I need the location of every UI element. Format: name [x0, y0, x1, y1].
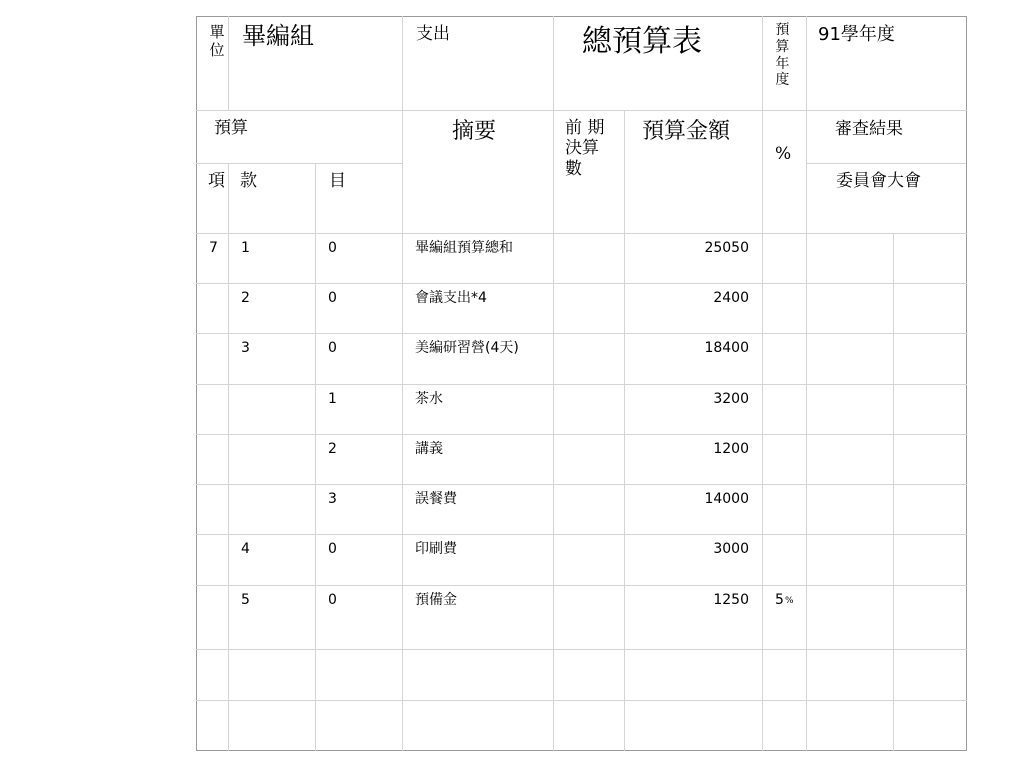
unit-label: 單位	[209, 23, 225, 59]
table-border-top	[196, 16, 967, 17]
budget-group-header: 預算	[214, 118, 248, 138]
row-summary: 誤餐費	[415, 491, 457, 507]
col-divider	[315, 163, 316, 751]
expense-type-label: 支出	[416, 24, 450, 44]
percent-column-header: %	[775, 144, 792, 164]
row-subsection: 1	[328, 391, 337, 407]
row-summary: 畢編組預算總和	[415, 240, 513, 256]
row-divider	[806, 163, 966, 164]
row-summary: 茶水	[415, 391, 443, 407]
col-divider	[228, 16, 229, 110]
col-divider	[228, 163, 229, 751]
row-divider	[196, 333, 967, 334]
row-subsection: 0	[328, 290, 337, 306]
col-divider	[553, 16, 554, 751]
row-divider	[196, 484, 967, 485]
col-divider	[624, 110, 625, 751]
committee-assembly-header: 委員會大會	[836, 171, 921, 191]
col-divider	[402, 16, 403, 751]
section-column-header: 款	[240, 171, 257, 191]
row-amount: 3200	[713, 391, 749, 407]
budget-year-value: 91學年度	[818, 24, 895, 45]
row-section: 2	[241, 290, 250, 306]
row-divider	[196, 700, 967, 701]
item-column-header: 項	[208, 171, 225, 191]
table-border-bottom	[196, 750, 967, 751]
row-section: 1	[241, 240, 250, 256]
col-divider	[806, 16, 807, 751]
row-divider	[196, 649, 967, 650]
row-amount: 14000	[704, 491, 749, 507]
row-subsection: 0	[328, 340, 337, 356]
row-divider	[196, 434, 967, 435]
unit-value: 畢編組	[242, 22, 314, 50]
row-amount: 18400	[704, 340, 749, 356]
row-section: 3	[241, 340, 250, 356]
subsection-column-header: 目	[329, 171, 346, 191]
review-result-header: 審查結果	[835, 119, 903, 139]
row-divider	[196, 585, 967, 586]
row-subsection: 0	[328, 541, 337, 557]
col-divider	[893, 233, 894, 751]
row-subsection: 0	[328, 592, 337, 608]
row-subsection: 2	[328, 441, 337, 457]
row-subsection: 0	[328, 240, 337, 256]
row-summary: 會議支出*4	[415, 290, 487, 306]
row-section: 4	[241, 541, 250, 557]
row-percent-unit: %	[785, 596, 794, 606]
row-summary: 預備金	[415, 592, 457, 608]
page-title: 總預算表	[582, 24, 702, 59]
row-divider	[196, 534, 967, 535]
row-summary: 美編研習營(4天)	[415, 340, 519, 356]
row-divider	[196, 233, 967, 234]
row-divider	[196, 384, 967, 385]
row-summary: 印刷費	[415, 541, 457, 557]
col-divider	[762, 16, 763, 751]
summary-column-header: 摘要	[452, 119, 497, 144]
previous-settlement-header: 前 期 決算 數	[565, 118, 605, 179]
row-item: 7	[209, 240, 218, 256]
budget-year-label: 預算年度	[775, 22, 790, 89]
row-divider	[196, 283, 967, 284]
budget-amount-header: 預算金額	[642, 119, 731, 144]
row-amount: 2400	[713, 290, 749, 306]
row-amount: 3000	[713, 541, 749, 557]
row-summary: 講義	[415, 441, 443, 457]
row-amount: 1250	[713, 592, 749, 608]
row-amount: 1200	[713, 441, 749, 457]
row-subsection: 3	[328, 491, 337, 507]
row-section: 5	[241, 592, 250, 608]
row-percent: 5	[775, 592, 784, 608]
row-amount: 25050	[704, 240, 749, 256]
budget-table	[196, 16, 967, 751]
row-divider	[196, 110, 967, 111]
